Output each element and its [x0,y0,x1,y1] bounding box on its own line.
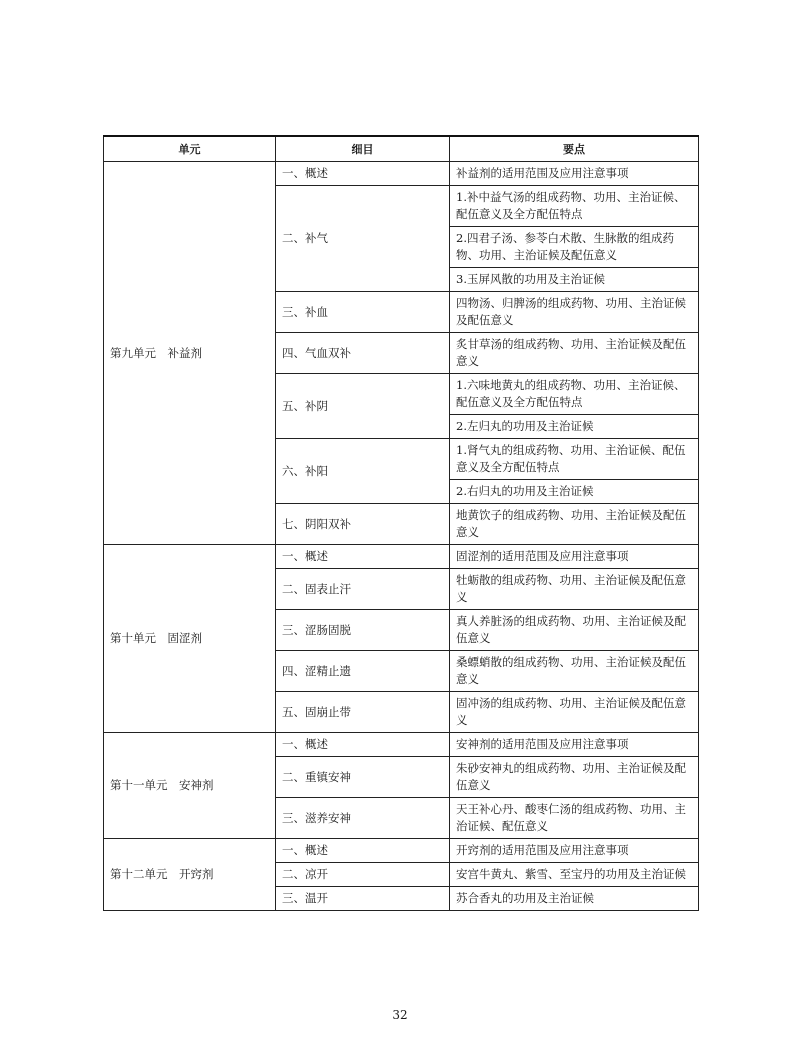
item-cell: 五、补阴 [276,374,450,439]
point-cell: 炙甘草汤的组成药物、功用、主治证候及配伍意义 [450,333,699,374]
header-points: 要点 [450,136,699,162]
point-cell: 1.肾气丸的组成药物、功用、主治证候、配伍意义及全方配伍特点 [450,439,699,480]
table-header [104,136,699,162]
point-cell: 固涩剂的适用范围及应用注意事项 [450,545,699,569]
item-cell: 七、阴阳双补 [276,504,450,545]
item-cell: 六、补阳 [276,439,450,504]
item-cell: 二、补气 [276,186,450,292]
table-row [104,545,699,569]
item-cell: 四、涩精止遗 [276,651,450,692]
item-cell: 一、概述 [276,545,450,569]
point-cell: 固冲汤的组成药物、功用、主治证候及配伍意义 [450,692,699,733]
table-row [104,733,699,757]
point-cell: 1.六味地黄丸的组成药物、功用、主治证候、配伍意义及全方配伍特点 [450,374,699,415]
unit-cell: 第九单元 补益剂 [104,162,276,545]
point-cell: 2.左归丸的功用及主治证候 [450,415,699,439]
point-cell: 天王补心丹、酸枣仁汤的组成药物、功用、主治证候、配伍意义 [450,798,699,839]
table-row [104,839,699,863]
item-cell: 二、凉开 [276,863,450,887]
unit-cell: 第十单元 固涩剂 [104,545,276,733]
point-cell: 四物汤、归脾汤的组成药物、功用、主治证候及配伍意义 [450,292,699,333]
point-cell: 苏合香丸的功用及主治证候 [450,887,699,911]
syllabus-table [103,135,699,911]
point-cell: 补益剂的适用范围及应用注意事项 [450,162,699,186]
table-row [104,162,699,186]
item-cell: 四、气血双补 [276,333,450,374]
item-cell: 二、固表止汗 [276,569,450,610]
point-cell: 2.四君子汤、参苓白术散、生脉散的组成药物、功用、主治证候及配伍意义 [450,227,699,268]
point-cell: 地黄饮子的组成药物、功用、主治证候及配伍意义 [450,504,699,545]
point-cell: 桑螵蛸散的组成药物、功用、主治证候及配伍意义 [450,651,699,692]
header-unit: 单元 [104,136,276,162]
table-body [104,162,699,911]
item-cell: 三、涩肠固脱 [276,610,450,651]
item-cell: 一、概述 [276,733,450,757]
point-cell: 牡蛎散的组成药物、功用、主治证候及配伍意义 [450,569,699,610]
item-cell: 五、固崩止带 [276,692,450,733]
point-cell: 安神剂的适用范围及应用注意事项 [450,733,699,757]
point-cell: 1.补中益气汤的组成药物、功用、主治证候、配伍意义及全方配伍特点 [450,186,699,227]
item-cell: 三、滋养安神 [276,798,450,839]
item-cell: 三、温开 [276,887,450,911]
page-number: 32 [392,1008,408,1022]
item-cell: 二、重镇安神 [276,757,450,798]
header-row [104,136,699,162]
point-cell: 安宫牛黄丸、紫雪、至宝丹的功用及主治证候 [450,863,699,887]
point-cell: 开窍剂的适用范围及应用注意事项 [450,839,699,863]
point-cell: 2.右归丸的功用及主治证候 [450,480,699,504]
header-item: 细目 [276,136,450,162]
unit-cell: 第十二单元 开窍剂 [104,839,276,911]
unit-cell: 第十一单元 安神剂 [104,733,276,839]
item-cell: 一、概述 [276,839,450,863]
point-cell: 朱砂安神丸的组成药物、功用、主治证候及配伍意义 [450,757,699,798]
point-cell: 3.玉屏风散的功用及主治证候 [450,268,699,292]
point-cell: 真人养脏汤的组成药物、功用、主治证候及配伍意义 [450,610,699,651]
item-cell: 三、补血 [276,292,450,333]
item-cell: 一、概述 [276,162,450,186]
